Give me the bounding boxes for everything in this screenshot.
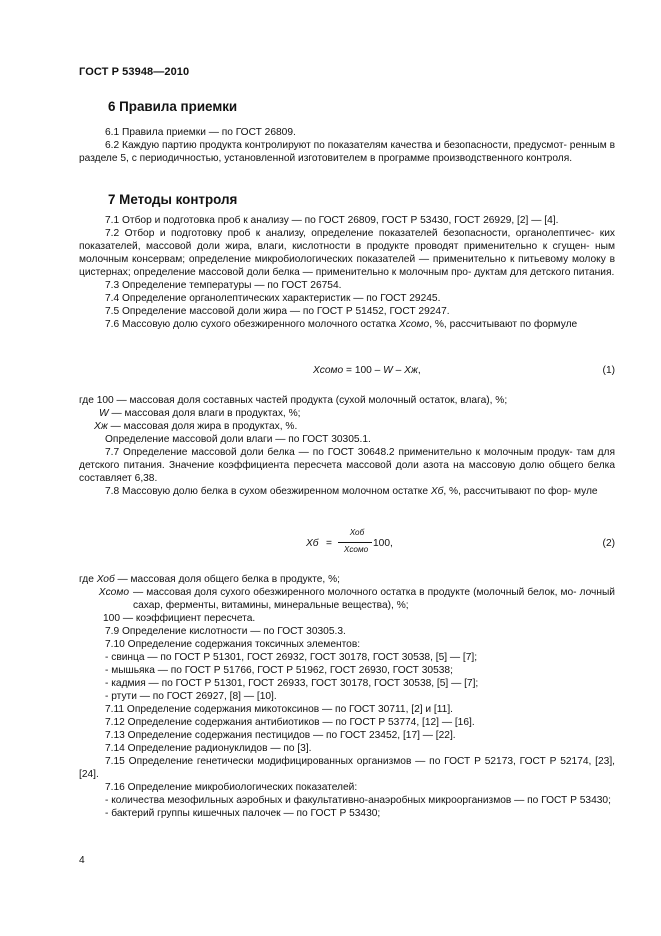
xsomo-desc: — массовая доля сухого обезжиренного молочного остатка в продукте (молочный белок, мо- лочный сахар, ферменты, витамины, минеральные вещества), %; [133, 587, 615, 611]
formula-2-lhs: Хб [306, 538, 319, 549]
paragraph-7-8 [79, 485, 615, 498]
section-6-body [79, 126, 615, 165]
paragraph-6-1: 6.1 Правила приемки — по ГОСТ 26809. [105, 127, 296, 138]
p78-post: , %, рассчитывают по фор- муле [443, 486, 598, 497]
formula-2-eq: = [326, 538, 332, 549]
paragraph-7-11: 7.11 Определение содержания микотоксинов — по ГОСТ 30711, [2] и [11]. [105, 704, 453, 715]
paragraph-7-9: 7.9 Определение кислотности — по ГОСТ 30305.3. [105, 626, 346, 637]
tox-item: - ртути — по ГОСТ 26927, [8] — [10]. [105, 691, 277, 702]
tox-item: - мышьяка — по ГОСТ Р 51766, ГОСТ Р 51962, ГОСТ 26930, ГОСТ 30538; [105, 665, 453, 676]
paragraph-7-14: 7.14 Определение радионуклидов — по [3]. [105, 743, 312, 754]
p78-pre: 7.8 Массовую долю белка в сухом обезжиренном молочном остатке [105, 486, 431, 497]
formula-1-dash: – [392, 365, 405, 376]
moisture-paragraph: Определение массовой доли влаги — по ГОСТ 30305.1. [105, 434, 371, 445]
paragraph-7-3: 7.3 Определение температуры — по ГОСТ 26754. [105, 280, 342, 291]
paragraph-7-5: 7.5 Определение массовой доли жира — по ГОСТ Р 51452, ГОСТ 29247. [105, 306, 450, 317]
paragraph-7-4: 7.4 Определение органолептических характеристик — по ГОСТ 29245. [105, 293, 441, 304]
formula-2-denominator: Хсомо [343, 545, 369, 554]
formula-1-number: (1) [602, 365, 615, 376]
micro-item: - бактерий группы кишечных палочек — по ГОСТ Р 53430; [105, 808, 381, 819]
page-number: 4 [79, 855, 85, 866]
paragraph-7-10: 7.10 Определение содержания токсичных элементов: [105, 639, 361, 650]
paragraph-7-6 [79, 318, 615, 331]
document-header: ГОСТ Р 53948—2010 [79, 66, 190, 78]
formula-1-xzh: Хж [404, 365, 418, 376]
paragraph-7-12: 7.12 Определение содержания антибиотиков — по ГОСТ Р 53774, [12] — [16]. [105, 717, 475, 728]
formula-1-end: , [417, 365, 421, 376]
paragraph-7-13: 7.13 Определение содержания пестицидов — по ГОСТ 23452, [17] — [22]. [105, 730, 456, 741]
w-definition [79, 407, 615, 420]
formula-2-fraction-bar [338, 542, 372, 543]
tox-item: - свинца — по ГОСТ Р 51301, ГОСТ 26932, ГОСТ 30178, ГОСТ 30538, [5] — [7]; [105, 652, 478, 663]
p76-post: , %, рассчитывают по формуле [429, 319, 578, 330]
tox-item: - кадмия — по ГОСТ Р 51301, ГОСТ 26933, ГОСТ 30178, ГОСТ 30538, [5] — [7]; [105, 678, 479, 689]
formula-2 [79, 528, 615, 562]
paragraph-7-1: 7.1 Отбор и подготовка проб к анализу — по ГОСТ 26809, ГОСТ Р 53430, ГОСТ 26929, [2] — [4]. [105, 215, 559, 226]
formula-1-expression [313, 365, 421, 376]
paragraph-6-2: 6.2 Каждую партию продукта контролируют по показателям качества и безопасности, предусмот- ренным в разделе 5, с периодичностью, установленной изготовителем в программе производственного контроля. [79, 140, 615, 164]
paragraph-7-7: 7.7 Определение массовой доли белка — по ГОСТ 30648.2 применительно к молочным продук- там для детского питания. Значение коэффициента пересчета массовой доли азота на массовую долю общего белка составляет 6,38. [79, 447, 615, 484]
p76-pre: 7.6 Массовую долю сухого обезжиренного молочного остатка [105, 319, 399, 330]
section-7-body [79, 214, 615, 331]
xsomo-definition [79, 586, 615, 612]
section-6-title: 6 Правила приемки [108, 99, 238, 114]
formula-1-mid: = 100 – [343, 365, 384, 376]
where-1: где 100 — массовая доля составных частей продукта (сухой молочный остаток, влага), %; [79, 395, 508, 406]
micro-item: - количества мезофильных аэробных и факультативно-анаэробных микроорганизмов — по ГОСТ Р 53430; [105, 795, 611, 806]
xob-term: Хоб [96, 574, 115, 585]
formula-1 [79, 365, 615, 381]
formula-2-multiplier: 100, [373, 538, 393, 549]
formula-1-lhs: Хсомо [313, 365, 344, 376]
where-2-pre: где [79, 574, 97, 585]
formula-1-definitions [79, 394, 615, 498]
paragraph-7-2: 7.2 Отбор и подготовку проб к анализу, определение показателей безопасности, органолептичес- ких показателей, массовой доли жира, влаги, кислотности в продукте проводят применительно к сгущен- ным молочным консервам; определение микробиологических показателей — применительно к питьевому молоку в цистернах; определение массовой доли белка — применительно к молочным про- дуктам для детского питания. [79, 228, 615, 278]
paragraph-7-16: 7.16 Определение микробиологических показателей: [105, 782, 358, 793]
xzh-term: Хж [94, 421, 108, 432]
p78-var: Хб [430, 486, 444, 497]
p76-var: Хсомо [398, 319, 430, 330]
section-7-tail [79, 625, 615, 820]
w-desc: — массовая доля влаги в продуктах, %; [108, 408, 301, 419]
xob-desc: — массовая доля общего белка в продукте, %; [114, 574, 340, 585]
coefficient-definition: 100 — коэффициент пересчета. [103, 613, 256, 624]
xsomo-term: Хсомо [98, 587, 129, 598]
xzh-desc: — массовая доля жира в продуктах, %. [107, 421, 298, 432]
formula-2-number: (2) [602, 538, 615, 549]
xzh-definition [79, 420, 615, 433]
formula-1-w: W [383, 365, 393, 376]
section-7-title: 7 Методы контроля [108, 192, 238, 207]
paragraph-7-15: 7.15 Определение генетически модифицированных организмов — по ГОСТ Р 52173, ГОСТ Р 52174, [23], [24]. [79, 756, 615, 780]
xob-definition [79, 573, 615, 586]
w-term: W [99, 408, 109, 419]
formula-2-numerator: Хоб [349, 528, 365, 537]
formula-2-definitions [79, 573, 615, 625]
